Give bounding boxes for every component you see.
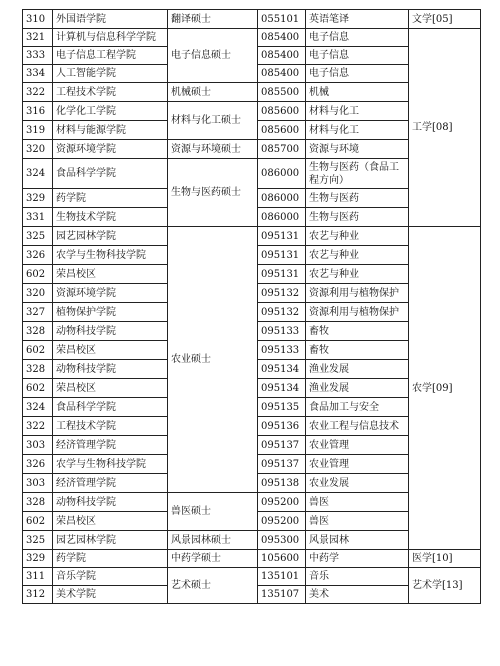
major-name-cell: 材料与化工: [306, 102, 409, 121]
college-name-cell: 荣昌校区: [53, 512, 168, 531]
major-name-cell: 畜牧: [306, 341, 409, 360]
table-body: [23, 10, 481, 604]
college-code-cell: 320: [23, 284, 53, 303]
degree-type-cell: 兽医硕士: [168, 493, 258, 531]
degree-type-cell: 材料与化工硕士: [168, 102, 258, 140]
table-row: [23, 227, 481, 246]
college-name-cell: 经济管理学院: [53, 474, 168, 493]
college-name-cell: 材料与能源学院: [53, 121, 168, 140]
college-code-cell: 331: [23, 208, 53, 227]
college-code-cell: 324: [23, 398, 53, 417]
major-name-cell: 农业发展: [306, 474, 409, 493]
major-code-cell: 135101: [258, 568, 306, 586]
major-code-cell: 095131: [258, 265, 306, 284]
college-code-cell: 312: [23, 586, 53, 604]
major-name-cell: 渔业发展: [306, 360, 409, 379]
college-code-cell: 311: [23, 568, 53, 586]
major-code-cell: 095138: [258, 474, 306, 493]
table-row: [23, 550, 481, 568]
college-name-cell: 外国语学院: [53, 10, 168, 29]
college-name-cell: 药学院: [53, 189, 168, 208]
major-code-cell: 095132: [258, 303, 306, 322]
major-code-cell: 085500: [258, 83, 306, 102]
college-code-cell: 329: [23, 189, 53, 208]
college-name-cell: 电子信息工程学院: [53, 47, 168, 65]
major-code-cell: 095131: [258, 246, 306, 265]
degree-type-cell: 电子信息硕士: [168, 29, 258, 83]
major-name-cell: 农业工程与信息技术: [306, 417, 409, 436]
degree-type-cell: 资源与环境硕士: [168, 140, 258, 159]
major-name-cell: 农艺与种业: [306, 227, 409, 246]
college-name-cell: 工程技术学院: [53, 417, 168, 436]
major-name-cell: 音乐: [306, 568, 409, 586]
college-name-cell: 动物科技学院: [53, 360, 168, 379]
major-code-cell: 095135: [258, 398, 306, 417]
college-name-cell: 美术学院: [53, 586, 168, 604]
major-name-cell: 食品加工与安全: [306, 398, 409, 417]
major-name-cell: 农艺与种业: [306, 265, 409, 284]
major-name-cell: 中药学: [306, 550, 409, 568]
major-name-cell: 兽医: [306, 512, 409, 531]
college-name-cell: 计算机与信息科学学院: [53, 29, 168, 47]
major-code-cell: 085700: [258, 140, 306, 159]
major-name-cell: 生物与医药: [306, 208, 409, 227]
major-name-cell: 电子信息: [306, 65, 409, 83]
major-name-cell: 资源与环境: [306, 140, 409, 159]
table-row: [23, 568, 481, 586]
college-name-cell: 资源环境学院: [53, 284, 168, 303]
college-code-cell: 321: [23, 29, 53, 47]
major-name-cell: 电子信息: [306, 29, 409, 47]
college-code-cell: 320: [23, 140, 53, 159]
major-code-cell: 086000: [258, 159, 306, 189]
major-code-cell: 085400: [258, 47, 306, 65]
table-row: [23, 10, 481, 29]
college-code-cell: 324: [23, 159, 53, 189]
college-code-cell: 602: [23, 341, 53, 360]
major-code-cell: 095136: [258, 417, 306, 436]
college-code-cell: 327: [23, 303, 53, 322]
major-code-cell: 095134: [258, 360, 306, 379]
college-code-cell: 602: [23, 265, 53, 284]
college-code-cell: 326: [23, 455, 53, 474]
discipline-category-cell: 工学[08]: [409, 29, 481, 227]
major-code-cell: 095131: [258, 227, 306, 246]
college-code-cell: 322: [23, 417, 53, 436]
major-name-cell: 畜牧: [306, 322, 409, 341]
college-name-cell: 工程技术学院: [53, 83, 168, 102]
major-code-cell: 095137: [258, 436, 306, 455]
degree-type-cell: 风景园林硕士: [168, 531, 258, 550]
major-code-cell: 085400: [258, 65, 306, 83]
college-name-cell: 食品科学学院: [53, 398, 168, 417]
major-name-cell: 渔业发展: [306, 379, 409, 398]
college-name-cell: 农学与生物科技学院: [53, 455, 168, 474]
college-name-cell: 荣昌校区: [53, 341, 168, 360]
degree-type-cell: 机械硕士: [168, 83, 258, 102]
college-name-cell: 荣昌校区: [53, 265, 168, 284]
degree-program-table: [22, 9, 481, 604]
major-name-cell: 材料与化工: [306, 121, 409, 140]
discipline-category-cell: 文学[05]: [409, 10, 481, 29]
college-code-cell: 334: [23, 65, 53, 83]
discipline-category-cell: 农学[09]: [409, 227, 481, 550]
college-code-cell: 328: [23, 493, 53, 512]
major-name-cell: 英语笔译: [306, 10, 409, 29]
college-code-cell: 303: [23, 436, 53, 455]
major-code-cell: 085600: [258, 121, 306, 140]
college-code-cell: 333: [23, 47, 53, 65]
college-name-cell: 农学与生物科技学院: [53, 246, 168, 265]
major-code-cell: 095133: [258, 341, 306, 360]
discipline-category-cell: 艺术学[13]: [409, 568, 481, 604]
major-code-cell: 095133: [258, 322, 306, 341]
college-code-cell: 316: [23, 102, 53, 121]
discipline-category-cell: 医学[10]: [409, 550, 481, 568]
major-code-cell: 105600: [258, 550, 306, 568]
major-name-cell: 兽医: [306, 493, 409, 512]
college-name-cell: 园艺园林学院: [53, 227, 168, 246]
college-name-cell: 化学化工学院: [53, 102, 168, 121]
major-code-cell: 085400: [258, 29, 306, 47]
degree-type-cell: 艺术硕士: [168, 568, 258, 604]
college-name-cell: 音乐学院: [53, 568, 168, 586]
college-name-cell: 人工智能学院: [53, 65, 168, 83]
college-name-cell: 药学院: [53, 550, 168, 568]
major-name-cell: 生物与医药: [306, 189, 409, 208]
college-code-cell: 319: [23, 121, 53, 140]
major-code-cell: 055101: [258, 10, 306, 29]
major-code-cell: 095200: [258, 512, 306, 531]
college-code-cell: 325: [23, 531, 53, 550]
college-name-cell: 资源环境学院: [53, 140, 168, 159]
major-name-cell: 农业管理: [306, 436, 409, 455]
major-code-cell: 086000: [258, 208, 306, 227]
degree-type-cell: 生物与医药硕士: [168, 159, 258, 227]
major-name-cell: 风景园林: [306, 531, 409, 550]
college-name-cell: 动物科技学院: [53, 322, 168, 341]
college-code-cell: 322: [23, 83, 53, 102]
major-name-cell: 电子信息: [306, 47, 409, 65]
degree-type-cell: 中药学硕士: [168, 550, 258, 568]
college-name-cell: 植物保护学院: [53, 303, 168, 322]
major-name-cell: 资源利用与植物保护: [306, 303, 409, 322]
major-code-cell: 095132: [258, 284, 306, 303]
major-code-cell: 095137: [258, 455, 306, 474]
college-code-cell: 329: [23, 550, 53, 568]
college-code-cell: 310: [23, 10, 53, 29]
major-name-cell: 美术: [306, 586, 409, 604]
degree-type-cell: 农业硕士: [168, 227, 258, 493]
major-code-cell: 095300: [258, 531, 306, 550]
college-code-cell: 602: [23, 379, 53, 398]
degree-type-cell: 翻译硕士: [168, 10, 258, 29]
major-name-cell: 农业管理: [306, 455, 409, 474]
major-code-cell: 086000: [258, 189, 306, 208]
college-name-cell: 食品科学学院: [53, 159, 168, 189]
major-name-cell: 资源利用与植物保护: [306, 284, 409, 303]
college-code-cell: 325: [23, 227, 53, 246]
major-code-cell: 135107: [258, 586, 306, 604]
college-code-cell: 326: [23, 246, 53, 265]
major-name-cell: 生物与医药（食品工程方向）: [306, 159, 409, 189]
major-name-cell: 农艺与种业: [306, 246, 409, 265]
college-code-cell: 602: [23, 512, 53, 531]
college-code-cell: 328: [23, 322, 53, 341]
college-name-cell: 园艺园林学院: [53, 531, 168, 550]
college-name-cell: 动物科技学院: [53, 493, 168, 512]
college-name-cell: 生物技术学院: [53, 208, 168, 227]
college-code-cell: 303: [23, 474, 53, 493]
major-name-cell: 机械: [306, 83, 409, 102]
major-code-cell: 085600: [258, 102, 306, 121]
college-name-cell: 经济管理学院: [53, 436, 168, 455]
major-code-cell: 095200: [258, 493, 306, 512]
college-name-cell: 荣昌校区: [53, 379, 168, 398]
college-code-cell: 328: [23, 360, 53, 379]
major-code-cell: 095134: [258, 379, 306, 398]
table-row: [23, 29, 481, 47]
